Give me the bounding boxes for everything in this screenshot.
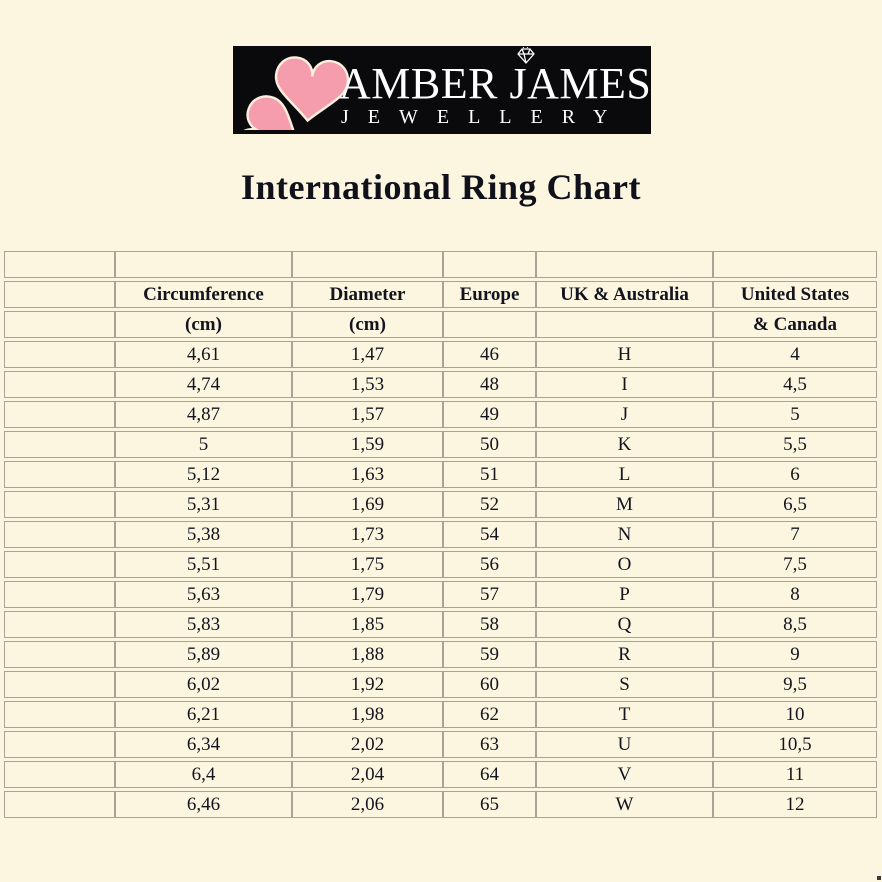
column-header-us-canada: United States	[713, 281, 877, 308]
row-spacer-cell	[4, 401, 115, 428]
table-cell: 5,5	[713, 431, 877, 458]
table-cell: 1,92	[292, 671, 443, 698]
table-cell: 1,79	[292, 581, 443, 608]
table-row	[4, 701, 877, 728]
column-header-diameter: Diameter	[292, 281, 443, 308]
table-cell: 52	[443, 491, 536, 518]
ring-size-table	[4, 248, 877, 821]
table-cell: 4	[713, 341, 877, 368]
table-cell: 4,61	[115, 341, 292, 368]
table-row	[4, 611, 877, 638]
table-cell: 56	[443, 551, 536, 578]
table-cell: 1,47	[292, 341, 443, 368]
row-spacer-cell	[4, 641, 115, 668]
table-cell: 1,88	[292, 641, 443, 668]
table-cell: 54	[443, 521, 536, 548]
brand-text-block	[337, 46, 652, 134]
table-header-row-2	[4, 311, 877, 338]
brand-subtitle: JEWELLERY	[341, 106, 627, 128]
table-cell: P	[536, 581, 713, 608]
empty-header-cell	[536, 311, 713, 338]
row-spacer-cell	[4, 701, 115, 728]
row-spacer-cell	[4, 611, 115, 638]
row-spacer-cell	[4, 371, 115, 398]
corner-artifact-dot	[877, 876, 881, 880]
table-row	[4, 491, 877, 518]
empty-header-cell	[4, 281, 115, 308]
table-body	[4, 341, 877, 818]
table-cell: 6,34	[115, 731, 292, 758]
column-header-us-canada-line2: & Canada	[713, 311, 877, 338]
column-unit-circumference: (cm)	[115, 311, 292, 338]
table-cell: U	[536, 731, 713, 758]
table-header-row-1	[4, 281, 877, 308]
row-spacer-cell	[4, 761, 115, 788]
table-cell: 4,5	[713, 371, 877, 398]
table-row	[4, 671, 877, 698]
row-spacer-cell	[4, 461, 115, 488]
empty-cell	[292, 251, 443, 278]
table-cell: L	[536, 461, 713, 488]
table-cell: 5,63	[115, 581, 292, 608]
table-cell: 5,12	[115, 461, 292, 488]
table-row	[4, 431, 877, 458]
table-cell: 62	[443, 701, 536, 728]
empty-cell	[536, 251, 713, 278]
empty-cell	[115, 251, 292, 278]
row-spacer-cell	[4, 551, 115, 578]
empty-header-cell	[4, 311, 115, 338]
empty-cell	[713, 251, 877, 278]
table-row	[4, 401, 877, 428]
table-cell: M	[536, 491, 713, 518]
table-cell: 1,57	[292, 401, 443, 428]
table-cell: R	[536, 641, 713, 668]
table-cell: 58	[443, 611, 536, 638]
table-cell: 50	[443, 431, 536, 458]
table-cell: O	[536, 551, 713, 578]
table-cell: 4,74	[115, 371, 292, 398]
table-cell: 2,06	[292, 791, 443, 818]
table-cell: N	[536, 521, 713, 548]
table-cell: 5,38	[115, 521, 292, 548]
table-row	[4, 581, 877, 608]
table-cell: J	[536, 401, 713, 428]
table-cell: 8,5	[713, 611, 877, 638]
table-cell: 51	[443, 461, 536, 488]
table-cell: 60	[443, 671, 536, 698]
row-spacer-cell	[4, 731, 115, 758]
column-header-europe: Europe	[443, 281, 536, 308]
table-cell: 65	[443, 791, 536, 818]
table-cell: W	[536, 791, 713, 818]
table-cell: 57	[443, 581, 536, 608]
table-cell: 1,85	[292, 611, 443, 638]
table-cell: 1,75	[292, 551, 443, 578]
table-cell: 46	[443, 341, 536, 368]
row-spacer-cell	[4, 341, 115, 368]
table-cell: 6,02	[115, 671, 292, 698]
table-cell: 5,31	[115, 491, 292, 518]
row-spacer-cell	[4, 521, 115, 548]
table-cell: 7,5	[713, 551, 877, 578]
table-cell: 6,4	[115, 761, 292, 788]
table-spacer-row	[4, 251, 877, 278]
table-row	[4, 761, 877, 788]
table-cell: 1,59	[292, 431, 443, 458]
table-cell: 1,98	[292, 701, 443, 728]
table-cell: 8	[713, 581, 877, 608]
brand-name: AMBER JAMES	[339, 59, 652, 108]
hearts-icon	[235, 54, 353, 130]
table-cell: 5,89	[115, 641, 292, 668]
row-spacer-cell	[4, 581, 115, 608]
table-cell: 10,5	[713, 731, 877, 758]
table-cell: Q	[536, 611, 713, 638]
table-cell: 6	[713, 461, 877, 488]
table-cell: 64	[443, 761, 536, 788]
table-row	[4, 731, 877, 758]
empty-cell	[4, 251, 115, 278]
table-row	[4, 521, 877, 548]
row-spacer-cell	[4, 791, 115, 818]
table-row	[4, 371, 877, 398]
table-cell: H	[536, 341, 713, 368]
column-header-uk-australia: UK & Australia	[536, 281, 713, 308]
table-cell: 7	[713, 521, 877, 548]
column-unit-diameter: (cm)	[292, 311, 443, 338]
table-cell: T	[536, 701, 713, 728]
table-row	[4, 341, 877, 368]
table-cell: 6,5	[713, 491, 877, 518]
table-cell: 9	[713, 641, 877, 668]
row-spacer-cell	[4, 431, 115, 458]
table-cell: 12	[713, 791, 877, 818]
table-cell: 1,73	[292, 521, 443, 548]
table-cell: 49	[443, 401, 536, 428]
table-row	[4, 461, 877, 488]
table-cell: 11	[713, 761, 877, 788]
table-cell: V	[536, 761, 713, 788]
table-cell: 48	[443, 371, 536, 398]
table-cell: S	[536, 671, 713, 698]
table-cell: 2,02	[292, 731, 443, 758]
table-cell: I	[536, 371, 713, 398]
table-cell: 6,46	[115, 791, 292, 818]
table-cell: 5,51	[115, 551, 292, 578]
row-spacer-cell	[4, 491, 115, 518]
table-row	[4, 641, 877, 668]
row-spacer-cell	[4, 671, 115, 698]
table-cell: 1,53	[292, 371, 443, 398]
empty-header-cell	[443, 311, 536, 338]
table-cell: K	[536, 431, 713, 458]
table-cell: 59	[443, 641, 536, 668]
table-cell: 5,83	[115, 611, 292, 638]
table-cell: 5	[713, 401, 877, 428]
empty-cell	[443, 251, 536, 278]
table-row	[4, 791, 877, 818]
table-cell: 4,87	[115, 401, 292, 428]
table-cell: 5	[115, 431, 292, 458]
table-cell: 1,69	[292, 491, 443, 518]
brand-logo-banner	[233, 46, 651, 134]
page-title: International Ring Chart	[240, 167, 642, 207]
table-cell: 10	[713, 701, 877, 728]
table-cell: 6,21	[115, 701, 292, 728]
table-cell: 9,5	[713, 671, 877, 698]
column-header-circumference: Circumference	[115, 281, 292, 308]
table-cell: 2,04	[292, 761, 443, 788]
table-row	[4, 551, 877, 578]
table-cell: 1,63	[292, 461, 443, 488]
table-cell: 63	[443, 731, 536, 758]
